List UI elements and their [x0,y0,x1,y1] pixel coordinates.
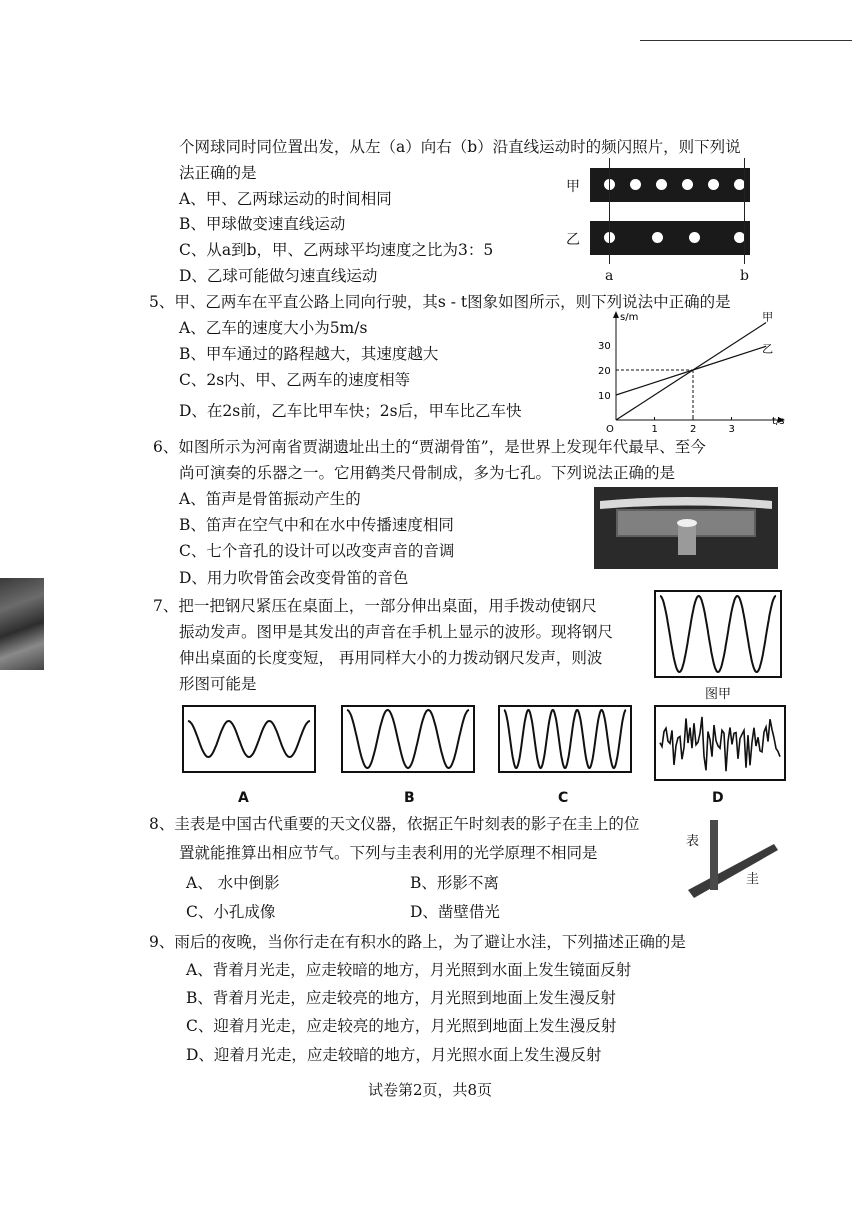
q4-option-d: D、乙球可能做匀速直线运动 [179,267,378,285]
q7-line2: 振动发声。图甲是其发出的声音在手机上显示的波形。现将钢尺 [179,623,614,641]
ball-jia [656,179,667,190]
ball-jia [682,179,693,190]
series-line-yi [616,346,766,395]
series-label-yi: 乙 [762,342,774,356]
marker-a-line [609,158,610,264]
q4-line1: 个网球同时同位置出发，从左（a）向右（b）沿直线运动时的频闪照片，则下列说 [179,138,741,156]
guibiao-svg [684,810,780,904]
q5-stem: 5、甲、乙两车在平直公路上同向行驶，其s - t图象如图所示，则下列说法中正确的是 [149,293,731,311]
q7-wave-a [182,705,316,773]
y-tick-label: 10 [598,391,611,402]
q7-wave-d [654,705,786,781]
x-tick-label: 1 [651,424,658,434]
q7-wave-c [498,705,632,773]
q9-option-a: A、背着月光走，应走较暗的地方，月光照到水面上发生镜面反射 [186,961,632,979]
strip-jia [590,168,750,202]
origin-label: O [606,424,614,434]
q7-line1: 7、把一把钢尺紧压在桌面上，一部分伸出桌面，用手拨动使钢尺 [153,597,597,615]
y-tick-label: 20 [598,366,611,377]
wave-a-svg [184,707,314,771]
y-axis-arrow [613,311,619,318]
q8-label-biao: 表 [686,834,700,849]
top-rule [640,40,852,41]
bone-flute-illustration [594,487,778,569]
series-label-jia: 甲 [762,310,774,324]
page-footer: 试卷第2页，共8页 [367,1081,493,1099]
q5-option-b: B、甲车通过的路程越大，其速度越大 [179,345,439,363]
q4-label-yi: 乙 [566,232,580,248]
q4-option-b: B、甲球做变速直线运动 [179,215,346,233]
ball-jia [630,179,641,190]
y-axis-label: s/m [620,312,639,323]
wave-b-svg [343,707,473,771]
y-tick-label: 30 [598,341,611,352]
q8-option-c: C、小孔成像 [186,903,276,921]
q5-option-c: C、2s内、甲、乙两车的速度相等 [179,371,411,389]
q7-line3: 伸出桌面的长度变短， 再用同样大小的力拨动钢尺发声，则波 [179,649,603,667]
q6-option-c: C、七个音孔的设计可以改变声音的音调 [179,542,455,560]
q9-option-b: B、背着月光走，应走较亮的地方，月光照到地面上发生漫反射 [186,989,616,1007]
wave-jia-svg [656,592,780,676]
q7-line4: 形图可能是 [179,675,257,693]
q8-line1: 8、圭表是中国古代重要的天文仪器，依据正午时刻表的影子在圭上的位 [149,815,640,833]
q7-choice-d: D [712,790,724,806]
strip-yi [590,221,750,255]
q6-line2: 尚可演奏的乐器之一。它用鹤类尺骨制成，多为七孔。下列说法正确的是 [179,464,676,482]
q5-option-d: D、在2s前，乙车比甲车快；2s后，甲车比乙车快 [179,402,522,420]
q8-label-gui: 圭 [746,872,760,887]
q5-option-a: A、乙车的速度大小为5m/s [179,319,368,337]
q7-choice-c: C [558,790,569,806]
q7-fig-caption: 图甲 [705,687,732,702]
q7-wave-jia [654,590,782,678]
q7-wave-b [341,705,475,773]
q8-option-b: B、形影不离 [410,874,499,892]
q4-label-b: b [740,268,749,284]
q9-option-d: D、迎着月光走，应走较暗的地方，月光照水面上发生漫反射 [186,1046,602,1064]
ball-jia [708,179,719,190]
q5-st-chart [590,308,790,434]
q6-option-b: B、笛声在空气中和在水中传播速度相同 [179,516,454,534]
x-tick-label: 2 [690,424,697,434]
q9-option-c: C、迎着月光走，应走较亮的地方，月光照到地面上发生漫反射 [186,1017,617,1035]
q7-choice-b: B [404,790,415,806]
ball-yi [689,232,700,243]
x-axis-label: t/s [772,416,785,427]
q4-line2: 法正确的是 [179,164,257,182]
scan-artifact [0,578,44,670]
q8-guibiao-figure [684,810,780,904]
bone-flute-photo [594,487,778,569]
q8-line2: 置就能推算出相应节气。下列与圭表利用的光学原理不相同是 [179,844,598,862]
q8-option-d: D、凿壁借光 [410,903,500,921]
q4-label-jia: 甲 [566,179,580,195]
q6-option-a: A、笛声是骨笛振动产生的 [179,490,361,508]
q4-option-a: A、甲、乙两球运动的时间相同 [179,190,392,208]
q4-option-c: C、从a到b，甲、乙两球平均速度之比为3：5 [179,241,494,259]
wave-d-svg [656,707,784,779]
q9-stem: 9、雨后的夜晚，当你行走在有积水的路上，为了避让水洼，下列描述正确的是 [149,933,686,951]
ball-yi [652,232,663,243]
q6-option-d: D、用力吹骨笛会改变骨笛的音色 [179,569,409,587]
q8-option-a: A、 水中倒影 [186,874,280,892]
q6-line1: 6、如图所示为河南省贾湖遗址出土的“贾湖骨笛”，是世界上发现年代最早、至今 [153,438,706,456]
wave-c-svg [500,707,630,771]
q4-label-a: a [605,268,614,284]
q7-choice-a: A [238,790,249,806]
x-tick-label: 3 [728,424,735,434]
marker-b-line [744,158,745,264]
